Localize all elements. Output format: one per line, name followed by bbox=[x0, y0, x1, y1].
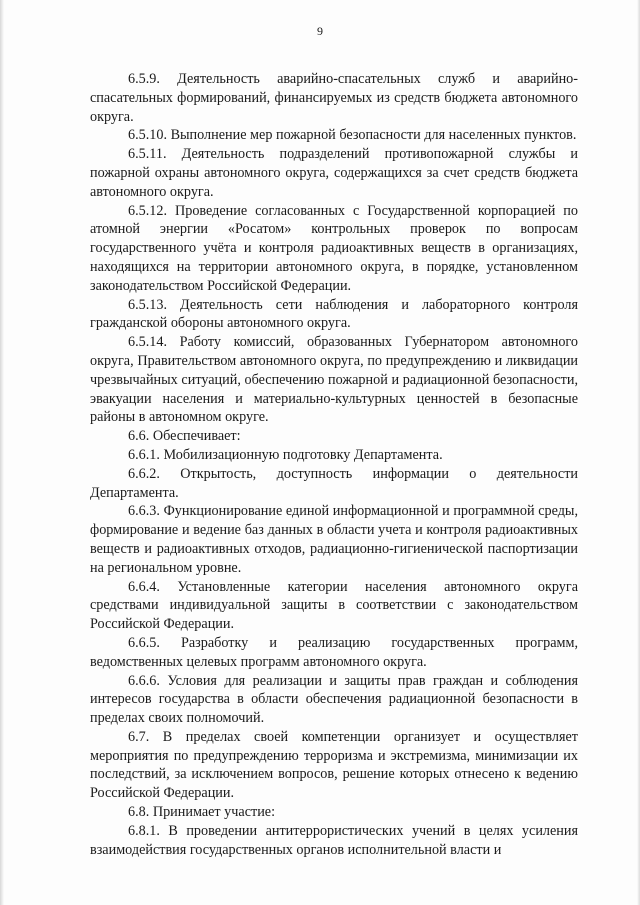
paragraph-6-6-4: 6.6.4. Установленные категории населения автономного округа средствами индивидуальной защиты в соответствии с законодательством Российской Федерации. bbox=[90, 578, 578, 633]
page-number: 9 bbox=[317, 24, 323, 38]
paragraph-6-5-12: 6.5.12. Проведение согласованных с Государственной корпорацией по атомной энергии «Росатом» контрольных проверок по вопросам государственного учёта и контроля радиоактивных веществ в организациях, находящихся на территории автономного округа, в порядке, установленном законодательством Российской Федерации. bbox=[90, 202, 578, 294]
paragraph-6-6-6: 6.6.6. Условия для реализации и защиты прав граждан и соблюдения интересов государства в области обеспечения радиационной безопасности в пределах своих полномочий. bbox=[90, 672, 578, 727]
paragraph-6-6-5: 6.6.5. Разработку и реализацию государственных программ, ведомственных целевых программ автономного округа. bbox=[90, 634, 578, 670]
paragraph-6-6-3: 6.6.3. Функционирование единой информационной и программной среды, формирование и ведение баз данных в области учета и контроля радиоактивных веществ и радиоактивных отходов, радиационно-гигиенической паспортизации на региональном уровне. bbox=[90, 503, 578, 576]
paragraph-6-5-10: 6.5.10. Выполнение мер пожарной безопасности для населенных пунктов. bbox=[128, 127, 577, 144]
paragraph-6-5-14: 6.5.14. Работу комиссий, образованных Губернатором автономного округа, Правительством автономного округа, по предупреждению и ликвидации чрезвычайных ситуаций, обеспечению пожарной и радиационной безопасности, эвакуации населения и материально-культурных ценностей в безопасные районы в автономном округе. bbox=[90, 334, 578, 426]
paragraph-6-8: 6.8. Принимает участие: bbox=[128, 804, 276, 821]
scan-edge-left bbox=[0, 0, 4, 905]
paragraph-6-5-9: 6.5.9. Деятельность аварийно-спасательных служб и аварийно-спасательных формирований, финансируемых из средств бюджета автономного округа. bbox=[90, 71, 578, 125]
paragraph-6-6: 6.6. Обеспечивает: bbox=[128, 428, 241, 445]
paragraph-6-5-13: 6.5.13. Деятельность сети наблюдения и лабораторного контроля гражданской обороны автономного округа. bbox=[90, 296, 578, 332]
document-body bbox=[90, 70, 578, 859]
paragraph-6-7: 6.7. В пределах своей компетенции организует и осуществляет мероприятия по предупреждению терроризма и экстремизма, минимизации их последствий, за исключением вопросов, решение которых отнесено к ведению Российской Федерации. bbox=[90, 728, 578, 802]
paragraph-6-8-1: 6.8.1. В проведении антитеррористических учений в целях усиления взаимодействия государственных органов исполнительной власти и bbox=[90, 822, 578, 858]
paragraph-6-6-1: 6.6.1. Мобилизационную подготовку Департамента. bbox=[128, 446, 443, 463]
paragraph-6-5-11: 6.5.11. Деятельность подразделений противопожарной службы и пожарной охраны автономного округа, содержащихся за счет средств бюджета автономного округа. bbox=[90, 146, 578, 200]
paragraph-6-6-2: 6.6.2. Открытость, доступность информации о деятельности Департамента. bbox=[90, 465, 578, 501]
